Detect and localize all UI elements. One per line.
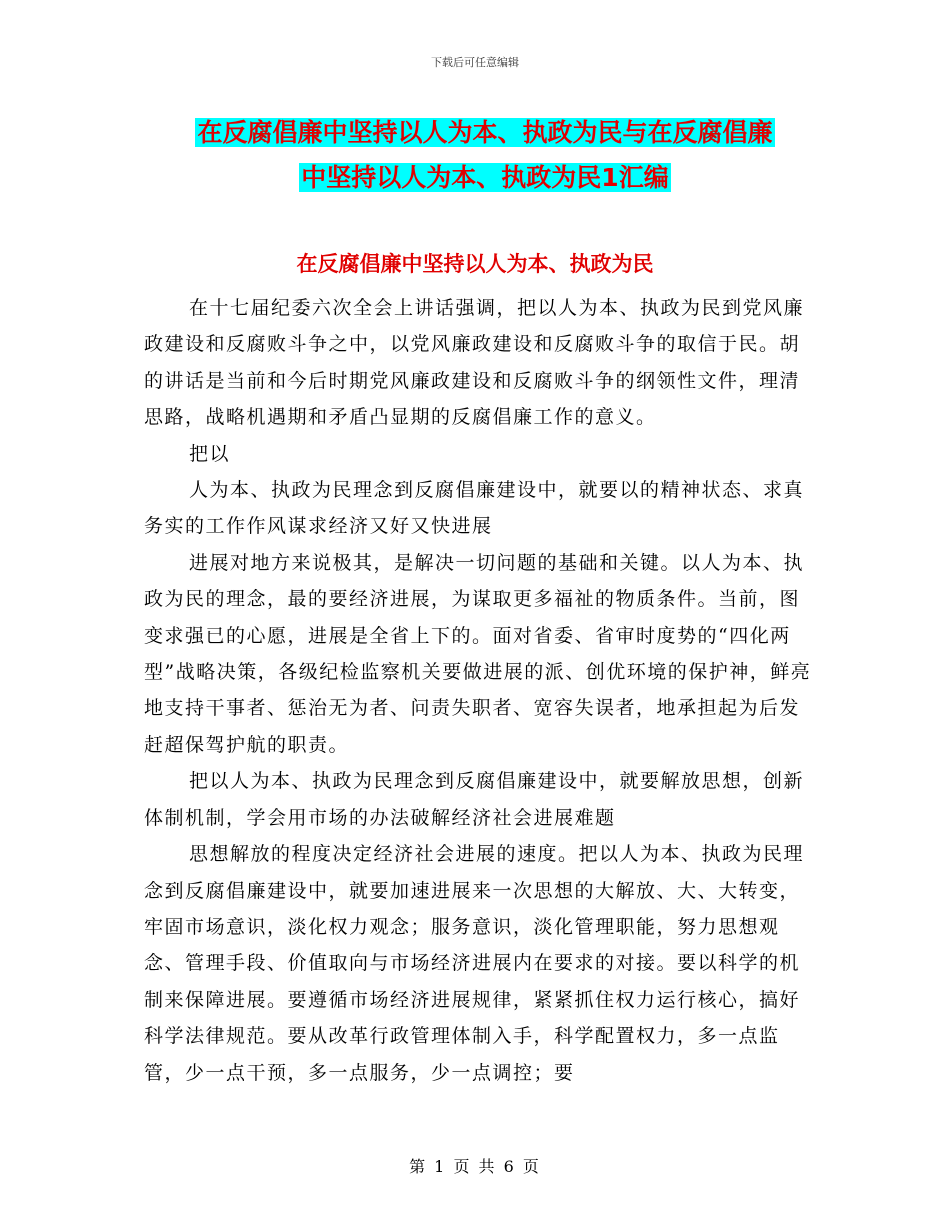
paragraph: 思想解放的程度决定经济社会进展的速度。把以人为本、执政为民理念到反腐倡廉建设中，就要加速进展来一次思想的大解放、大、大转变，牢固市场意识，淡化权力观念；服务意识，淡化管理职能，努力思想观念、管理手段、价值取向与市场经济进展内在要求的对接。要以科学的机制来保障进展。要遵循市场经济进展规律，紧紧抓住权力运行核心，搞好科学法律规范。要从改革行政管理体制入手，科学配置权力，多一点监管，少一点干预，多一点服务，少一点调控；要 — [144, 843, 805, 1084]
document-body — [144, 290, 812, 1091]
paragraph: 在十七届纪委六次全会上讲话强调，把以人为本、执政为民到党风廉政建设和反腐败斗争之中，以党风廉政建设和反腐败斗争的取信于民。胡的讲话是当前和今后时期党风廉政建设和反腐败斗争的纲领性文件，理清思路，战略机遇期和矛盾凸显期的反腐倡廉工作的意义。 — [144, 297, 805, 429]
paragraph: 进展对地方来说极其，是解决一切问题的基础和关键。以人为本、执政为民的理念，最的要经济进展，为谋取更多福祉的物质条件。当前，图变求强已的心愿，进展是全省上下的。面对省委、省审时度势的“四化两型”战略决策，各级纪检监察机关要做进展的派、创优环境的保护神，鲜亮地支持干事者、惩治无为者、问责失职者、宽容失误者，地承担起为后发赶超保驾护航的职责。 — [144, 551, 812, 756]
document-title-line-1: 在反腐倡廉中坚持以人为本、执政为民与在反腐倡廉 — [197, 118, 773, 147]
download-note: 下载后可任意编辑 — [431, 56, 519, 69]
paragraph: 把以 — [189, 442, 231, 465]
document-title — [145, 110, 825, 200]
section-heading: 在反腐倡廉中坚持以人为本、执政为民 — [296, 252, 654, 276]
paragraph: 人为本、执政为民理念到反腐倡廉建设中，就要以的精神状态、求真务实的工作作风谋求经济又好又快进展 — [144, 479, 805, 538]
document-title-line-2: 中坚持以人为本、执政为民1汇编 — [301, 163, 669, 192]
paragraph: 把以人为本、执政为民理念到反腐倡廉建设中，就要解放思想，创新体制机制，学会用市场的办法破解经济社会进展难题 — [144, 770, 805, 829]
page-number-footer: 第 1 页 共 6 页 — [409, 1157, 541, 1176]
